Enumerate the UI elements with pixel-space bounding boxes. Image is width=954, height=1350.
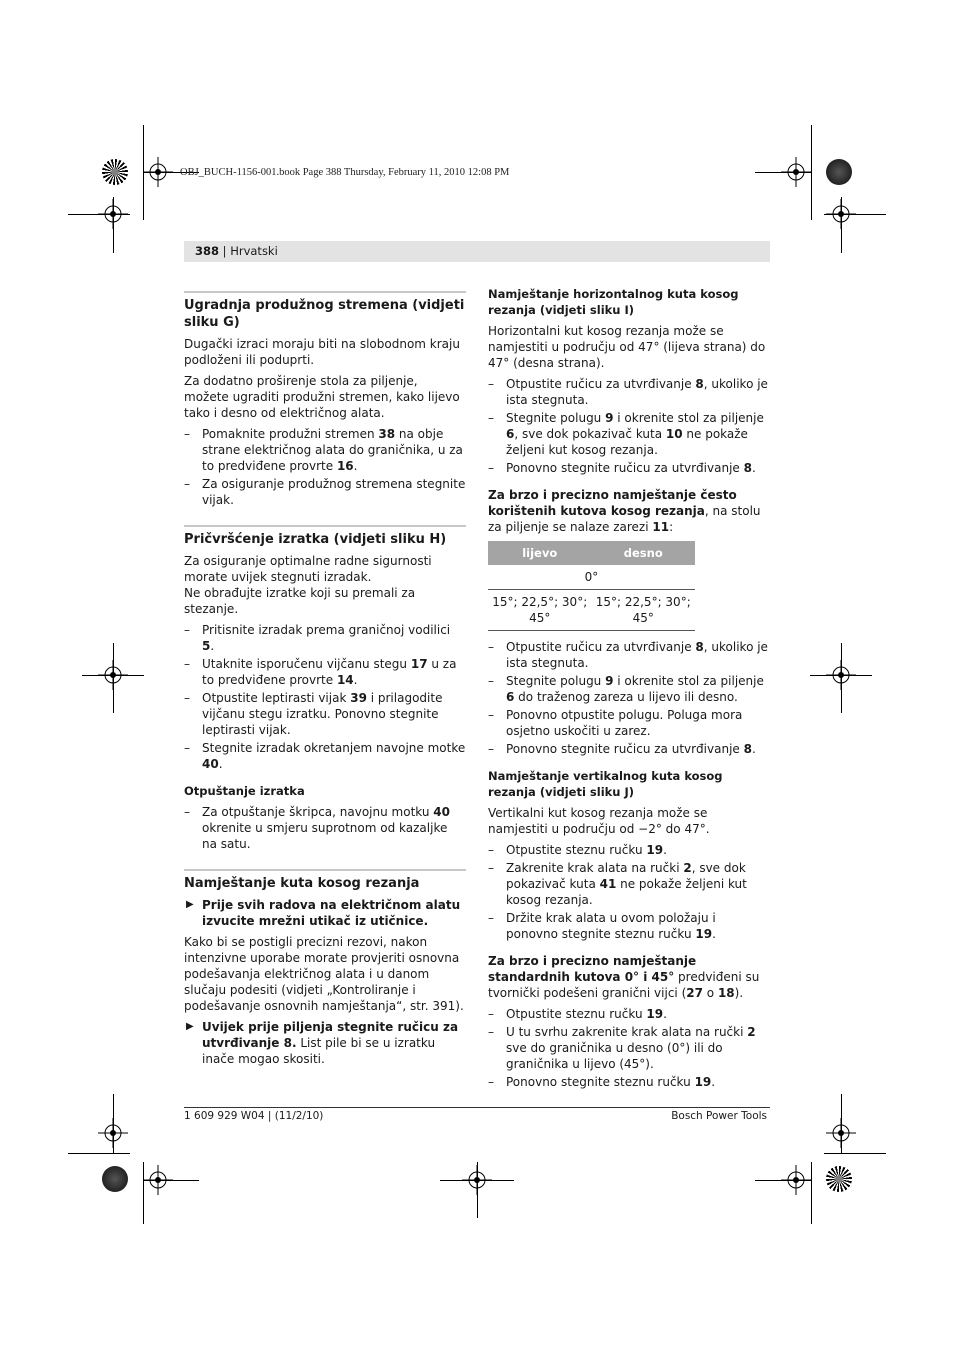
- left-column: [184, 291, 466, 1072]
- crosshair-icon: [826, 1118, 856, 1148]
- list-item: – Stegnite izradak okretanjem navojne motke 40.: [184, 740, 466, 772]
- registration-disc-icon: [826, 1166, 852, 1192]
- language-label: Hrvatski: [230, 244, 278, 258]
- instruction-list: [184, 426, 466, 508]
- crosshair-icon: [826, 199, 856, 229]
- paragraph: Vertikalni kut kosog rezanja može se namjestiti u području od −2° do 47°.: [488, 806, 710, 836]
- paragraph: Za brzo i precizno namještanje često korištenih kutova kosog rezanja, na stolu za piljenje se nalaze zarezi 11:: [488, 488, 761, 534]
- arrow-right-icon: ▶: [186, 899, 194, 910]
- table-row: [488, 565, 695, 590]
- footer-divider: [184, 1107, 770, 1108]
- page-number: 388: [195, 244, 220, 258]
- list-item: – Otpustite steznu ručku 19.: [488, 842, 770, 858]
- list-item: – Otpustite ručicu za utvrđivanje 8, ukoliko je ista stegnuta.: [488, 639, 770, 671]
- crosshair-icon: [781, 157, 811, 187]
- list-item: – Ponovno stegnite ručicu za utvrđivanje 8.: [488, 741, 770, 757]
- footer-doc-code: 1 609 929 W04 | (11/2/10): [184, 1110, 324, 1122]
- paragraph: Kako bi se postigli precizni rezovi, nakon intenzivne uporabe morate provjeriti osnovna podešavanja električnog alata i u danom slučaju podesiti (vidjeti „Kontroliranje i podešavanje osnovnih namještanja“, str. 391).: [184, 935, 464, 1013]
- crosshair-icon: [462, 1165, 492, 1195]
- list-item: – Pomaknite produžni stremen 38 na obje strane električnog alata do graničnika, u za to predviđene provrte 16.: [184, 426, 466, 474]
- list-item: – Otpustite leptirasti vijak 39 i prilagodite vijčanu stegu izratku. Ponovno stegnite leptirasti vijak.: [184, 690, 466, 738]
- table-header-right: desno: [591, 541, 695, 565]
- list-item: – Otpustite ručicu za utvrđivanje 8, ukoliko je ista stegnuta.: [488, 376, 770, 408]
- separator: |: [219, 244, 231, 258]
- list-item: – Zakrenite krak alata na ručki 2, sve dok pokazivač kuta 41 ne pokaže željeni kut kosog rezanja.: [488, 860, 770, 908]
- crosshair-icon: [98, 660, 128, 690]
- table-row: [488, 590, 695, 631]
- crosshair-icon: [781, 1165, 811, 1195]
- crosshair-icon: [143, 1165, 173, 1195]
- crosshair-icon: [98, 199, 128, 229]
- right-column: [488, 286, 770, 1095]
- arrow-right-icon: ▶: [186, 1021, 194, 1032]
- list-item: – Držite krak alata u ovom položaju i ponovno stegnite steznu ručku 19.: [488, 910, 770, 942]
- list-item: – Ponovno stegnite ručicu za utvrđivanje 8.: [488, 460, 770, 476]
- page-header-bar: [184, 241, 770, 262]
- list-item: – U tu svrhu zakrenite krak alata na ručki 2 sve do graničnika u desno (0°) ili do graničnika u lijevo (45°).: [488, 1024, 770, 1072]
- paragraph: Za brzo i precizno namještanje standardnih kutova 0° i 45° predviđeni su tvornički podešeni granični vijci (27 o 18).: [488, 954, 760, 1000]
- table-header-left: lijevo: [488, 541, 591, 565]
- registration-disc-icon: [102, 1166, 128, 1192]
- registration-disc-icon: [826, 159, 852, 185]
- paragraph: Horizontalni kut kosog rezanja može se namjestiti u području od 47° (lijeva strana) do 47° (desna strana).: [488, 324, 766, 370]
- list-item: – Otpustite steznu ručku 19.: [488, 1006, 770, 1022]
- list-item: – Pritisnite izradak prema graničnoj vodilici 5.: [184, 622, 466, 654]
- subsection-title: Namještanje vertikalnog kuta kosog rezanja (vidjeti sliku J): [488, 769, 723, 799]
- list-item: – Za otpuštanje škripca, navojnu motku 40 okrenite u smjeru suprotnom od kazaljke na satu.: [184, 804, 466, 852]
- paragraph: Za osiguranje optimalne radne sigurnosti morate uvijek stegnuti izradak.: [184, 554, 432, 584]
- paragraph: Ne obrađujte izratke koji su premali za stezanje.: [184, 586, 416, 616]
- angle-table: [488, 541, 695, 631]
- list-item: – Stegnite polugu 9 i okrenite stol za piljenje 6 do traženog zareza u lijevo ili desno.: [488, 673, 770, 705]
- list-item: – Ponovno stegnite steznu ručku 19.: [488, 1074, 770, 1090]
- crosshair-icon: [98, 1118, 128, 1148]
- instruction-list: [184, 804, 466, 852]
- section-title: Ugradnja produžnog stremena (vidjeti sliku G): [184, 291, 466, 331]
- registration-disc-icon: [102, 159, 128, 185]
- warning-note: ▶ Uvijek prije piljenja stegnite ručicu za utvrđivanje 8. List pile bi se u izratku inače mogao skositi.: [186, 1020, 459, 1066]
- instruction-list: [488, 639, 770, 757]
- section-title: Pričvršćenje izratka (vidjeti sliku H): [184, 525, 466, 548]
- list-item: – Utaknite isporučenu vijčanu stegu 17 u za to predviđene provrte 14.: [184, 656, 466, 688]
- list-item: – Za osiguranje produžnog stremena stegnite vijak.: [184, 476, 466, 508]
- subsection-title: Namještanje horizontalnog kuta kosog rezanja (vidjeti sliku I): [488, 287, 739, 317]
- crosshair-icon: [826, 660, 856, 690]
- instruction-list: [488, 842, 770, 942]
- instruction-list: [184, 622, 466, 772]
- subsection-title: Otpuštanje izratka: [184, 784, 305, 798]
- paragraph: Za dodatno proširenje stola za piljenje, možete ugraditi produžni stremen, kako lijevo tako i desno od električnog alata.: [184, 374, 460, 420]
- print-header: OBJ_BUCH-1156-001.book Page 388 Thursday, February 11, 2010 12:08 PM: [180, 167, 510, 178]
- warning-note: ▶ Prije svih radova na električnom alatu izvucite mrežni utikač iz utičnice.: [186, 898, 461, 928]
- list-item: – Ponovno otpustite polugu. Poluga mora osjetno uskočiti u zarez.: [488, 707, 770, 739]
- table-cell: 0°: [488, 565, 695, 590]
- section-title: Namještanje kuta kosog rezanja: [184, 869, 466, 892]
- list-item: – Stegnite polugu 9 i okrenite stol za piljenje 6, sve dok pokazivač kuta 10 ne pokaže željeni kut kosog rezanja.: [488, 410, 770, 458]
- instruction-list: [488, 1006, 770, 1090]
- paragraph: Dugački izraci moraju biti na slobodnom kraju podloženi ili poduprti.: [184, 337, 460, 367]
- table-cell: 15°; 22,5°; 30°; 45°: [488, 590, 591, 631]
- table-cell: 15°; 22,5°; 30°; 45°: [591, 590, 695, 631]
- crosshair-icon: [143, 157, 173, 187]
- instruction-list: [488, 376, 770, 476]
- footer-brand: Bosch Power Tools: [671, 1110, 767, 1122]
